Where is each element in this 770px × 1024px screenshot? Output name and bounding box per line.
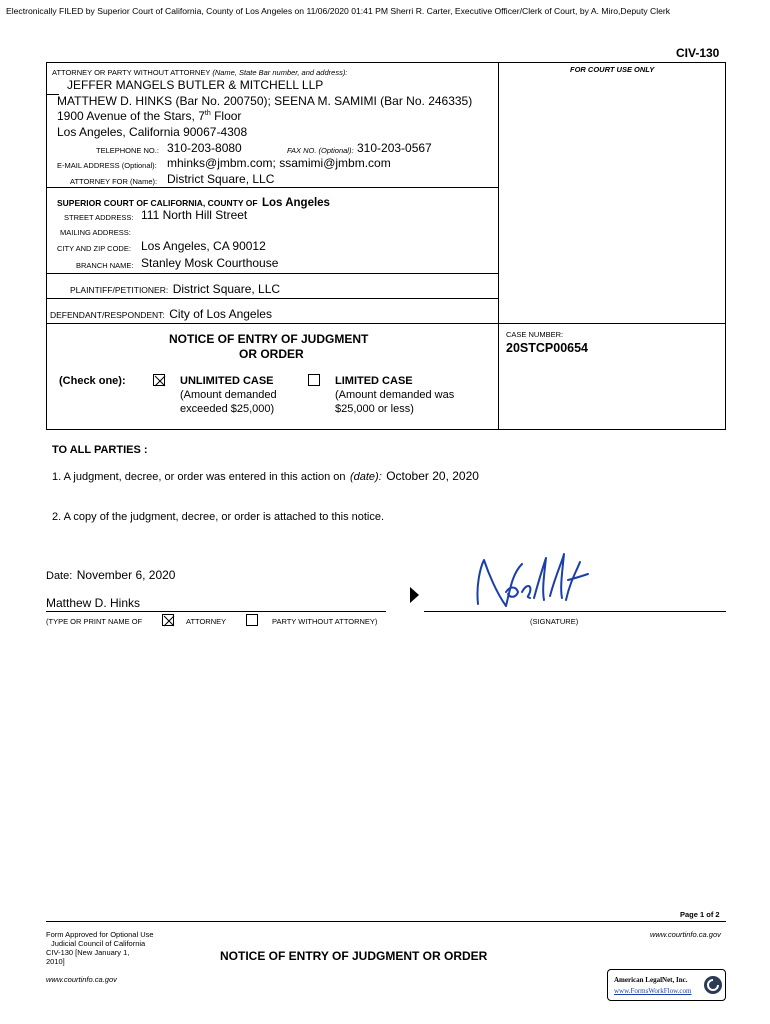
check-x-icon <box>163 615 175 627</box>
plaintiff-row <box>70 280 280 298</box>
signature-label: (SIGNATURE) <box>530 617 579 626</box>
item-1-text: 1. A judgment, decree, or order was entered in this action on <box>52 471 346 483</box>
item-1 <box>52 467 479 485</box>
item-1-date-label: (date): <box>349 471 382 483</box>
address-line-1-post: Floor <box>210 109 242 123</box>
legalnet-name: American LegalNet, Inc. <box>614 976 688 984</box>
parties-bottom <box>46 323 726 324</box>
caption-divider <box>498 62 499 430</box>
telephone-label: TELEPHONE NO.: <box>96 146 159 155</box>
attorney-block-bottom <box>46 187 498 188</box>
footer-url-left[interactable]: www.courtinfo.ca.gov <box>46 975 117 984</box>
limited-case-desc1: (Amount demanded was <box>335 389 455 401</box>
form-code: CIV-130 <box>676 46 720 60</box>
email-value: mhinks@jmbm.com; ssamimi@jmbm.com <box>167 156 391 170</box>
limited-case-checkbox[interactable] <box>308 374 320 386</box>
footer-title: NOTICE OF ENTRY OF JUDGMENT OR ORDER <box>220 949 488 963</box>
unlimited-case-checkbox[interactable] <box>153 374 165 386</box>
court-title-prefix: SUPERIOR COURT OF CALIFORNIA, COUNTY OF <box>57 198 258 208</box>
attorney-checkbox[interactable] <box>162 614 174 626</box>
unlimited-case-title: UNLIMITED CASE <box>180 375 274 387</box>
name-line <box>46 611 386 612</box>
address-line-1-sup: th <box>204 110 211 117</box>
plaintiff-value: District Square, LLC <box>172 282 281 296</box>
fax-label: FAX NO. (Optional): <box>287 146 354 155</box>
date-row <box>46 566 175 584</box>
case-number-value: 20STCP00654 <box>506 341 589 355</box>
legalnet-badge <box>607 969 726 1001</box>
approved-line-2: Judicial Council of California <box>51 939 146 948</box>
date-value: November 6, 2020 <box>76 568 176 582</box>
attorney-label-hint: (Name, State Bar number, and address): <box>212 68 348 77</box>
check-one-label: (Check one): <box>59 375 126 387</box>
check-x-icon <box>154 375 166 387</box>
legalnet-logo-icon <box>703 975 723 995</box>
email-label: E-MAIL ADDRESS (Optional): <box>57 161 157 170</box>
page-number: Page 1 of 2 <box>680 910 720 919</box>
telephone-value: 310-203-8080 <box>167 141 242 155</box>
date-label: Date: <box>46 570 73 582</box>
street-value: 111 North Hill Street <box>141 208 248 222</box>
defendant-value: City of Los Angeles <box>169 307 272 321</box>
plaintiff-label: PLAINTIFF/PETITIONER: <box>70 285 169 295</box>
defendant-row <box>50 305 272 323</box>
type-name-label: (TYPE OR PRINT NAME OF <box>46 617 143 626</box>
footer-rule <box>46 921 726 922</box>
defendant-label: DEFENDANT/RESPONDENT: <box>50 310 165 320</box>
item-1-date-value: October 20, 2020 <box>386 469 479 483</box>
unlimited-case-desc1: (Amount demanded <box>180 389 277 401</box>
street-label: STREET ADDRESS: <box>64 213 134 222</box>
address-line-1 <box>57 109 241 123</box>
mailing-label: MAILING ADDRESS: <box>60 228 131 237</box>
city-label: CITY AND ZIP CODE: <box>57 244 131 253</box>
item-2: 2. A copy of the judgment, decree, or order is attached to this notice. <box>52 511 385 523</box>
legalnet-url[interactable]: www.FormsWorkFlow.com <box>614 987 692 995</box>
city-value: Los Angeles, CA 90012 <box>141 239 266 253</box>
handwritten-signature-icon <box>470 546 595 616</box>
attorney-for-value: District Square, LLC <box>167 172 275 186</box>
unlimited-case-desc2: exceeded $25,000) <box>180 403 275 415</box>
attorney-label <box>52 68 347 77</box>
notice-title-line2: OR ORDER <box>239 347 304 361</box>
attorney-option-label: ATTORNEY <box>186 617 227 626</box>
attorney-names: MATTHEW D. HINKS (Bar No. 200750); SEENA M. SAMIMI (Bar No. 246335) <box>57 94 473 108</box>
branch-label: BRANCH NAME: <box>76 261 134 270</box>
limited-case-desc2: $25,000 or less) <box>335 403 414 415</box>
court-county: Los Angeles <box>262 197 330 209</box>
address-line-2: Los Angeles, California 90067-4308 <box>57 125 248 139</box>
party-without-attorney-checkbox[interactable] <box>246 614 258 626</box>
party-option-label: PARTY WITHOUT ATTORNEY) <box>272 617 378 626</box>
attorney-label-text: ATTORNEY OR PARTY WITHOUT ATTORNEY <box>52 68 211 77</box>
to-all-parties: TO ALL PARTIES : <box>52 444 148 456</box>
approved-line-1: Form Approved for Optional Use <box>46 930 154 939</box>
attorney-for-label: ATTORNEY FOR (Name): <box>70 177 158 186</box>
filed-stamp-line: Electronically FILED by Superior Court of California, County of Los Angeles on 11/06/2020 01:41 PM Sherri R. Carter, Executive Officer/Clerk of Court, by A. Miro,Deputy Clerk <box>6 6 671 16</box>
approved-line-3: CIV-130 [New January 1, <box>46 948 130 957</box>
footer-url-right[interactable]: www.courtinfo.ca.gov <box>650 930 721 939</box>
court-use-label: FOR COURT USE ONLY <box>570 65 655 74</box>
court-block-bottom <box>46 273 498 274</box>
fax-value: 310-203-0567 <box>357 141 432 155</box>
plaintiff-row-bottom <box>46 298 498 299</box>
limited-case-title: LIMITED CASE <box>335 375 413 387</box>
approved-line-4: 2010] <box>46 957 65 966</box>
notice-title-line1: NOTICE OF ENTRY OF JUDGMENT <box>169 332 369 346</box>
address-line-1-main: 1900 Avenue of the Stars, 7 <box>57 109 205 123</box>
firm-name: JEFFER MANGELS BUTLER & MITCHELL LLP <box>67 78 324 92</box>
case-number-label: CASE NUMBER: <box>506 330 564 339</box>
branch-value: Stanley Mosk Courthouse <box>141 256 279 270</box>
signer-name: Matthew D. Hinks <box>46 596 141 610</box>
arrow-marker-icon <box>410 587 420 603</box>
signature-image <box>470 546 595 616</box>
